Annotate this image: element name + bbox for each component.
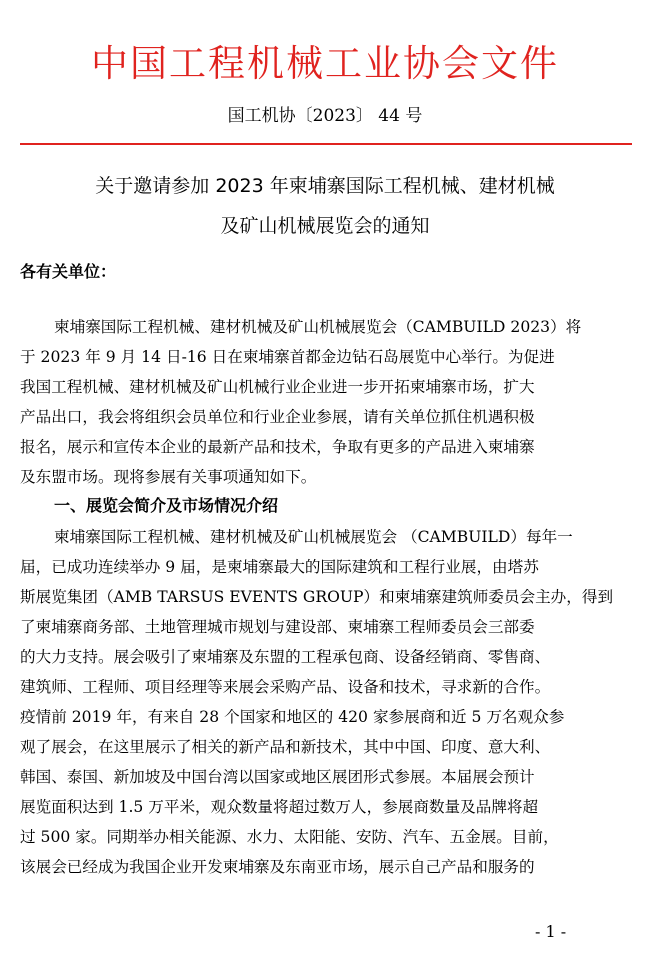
paragraph-line: 斯展览集团（AMB TARSUS EVENTS GROUP）和柬埔寨建筑师委员会主办，得到 [20,588,614,606]
paragraph-line: 疫情前 2019 年，有来自 28 个国家和地区的 420 家参展商和近 5 万名观众参 [20,708,565,726]
red-header-rule [20,143,632,145]
salutation: 各有关单位： [20,262,117,281]
paragraph-line: 于 2023 年 9 月 14 日-16 日在柬埔寨首都金边钻石岛展览中心举行。为促进 [20,348,555,366]
paragraph-line: 产品出口，我会将组织会员单位和行业企业参展，请有关单位抓住机遇积极 [20,408,535,426]
paragraph-line: 观了展会，在这里展示了相关的新产品和新技术，其中中国、印度、意大利、 [20,738,551,756]
paragraph-line: 过 500 家。同期举办相关能源、水力、太阳能、安防、汽车、五金展。目前， [20,828,559,846]
paragraph-line: 建筑师、工程师、项目经理等来展会采购产品、设备和技术，寻求新的合作。 [20,678,551,696]
paragraph-line: 的大力支持。展会吸引了柬埔寨及东盟的工程承包商、设备经销商、零售商、 [20,648,551,666]
paragraph-line: 报名，展示和宣传本企业的最新产品和技术，争取有更多的产品进入柬埔寨 [20,438,535,456]
issuing-organization-title: 中国工程机械工业协会文件 [91,42,559,85]
paragraph-line: 该展会已经成为我国企业开发柬埔寨及东南亚市场，展示自己产品和服务的 [20,858,535,876]
paragraph-line: 柬埔寨国际工程机械、建材机械及矿山机械展览会 （CAMBUILD）每年一 [54,528,573,546]
paragraph-line: 展览面积达到 1.5 万平米，观众数量将超过数万人，参展商数量及品牌将超 [20,798,539,816]
notice-title-line-2: 及矿山机械展览会的通知 [220,215,430,237]
paragraph-line: 了柬埔寨商务部、土地管理城市规划与建设部、柬埔寨工程师委员会三部委 [20,618,535,636]
paragraph-line: 我国工程机械、建材机械及矿山机械行业企业进一步开拓柬埔寨市场，扩大 [20,378,535,396]
paragraph-line: 柬埔寨国际工程机械、建材机械及矿山机械展览会（CAMBUILD 2023）将 [54,318,582,336]
section-heading: 一、展览会简介及市场情况介绍 [54,496,279,515]
paragraph-line: 届，已成功连续举办 9 届，是柬埔寨最大的国际建筑和工程行业展，由塔苏 [20,558,539,576]
paragraph-line: 韩国、泰国、新加坡及中国台湾以国家或地区展团形式参展。本届展会预计 [20,768,535,786]
document-number: 国工机协〔2023〕 44 号 [227,106,423,126]
page-number: - 1 - [535,922,567,941]
paragraph-line: 及东盟市场。现将参展有关事项通知如下。 [20,468,317,486]
notice-title-line-1: 关于邀请参加 2023 年柬埔寨国际工程机械、建材机械 [95,175,555,197]
